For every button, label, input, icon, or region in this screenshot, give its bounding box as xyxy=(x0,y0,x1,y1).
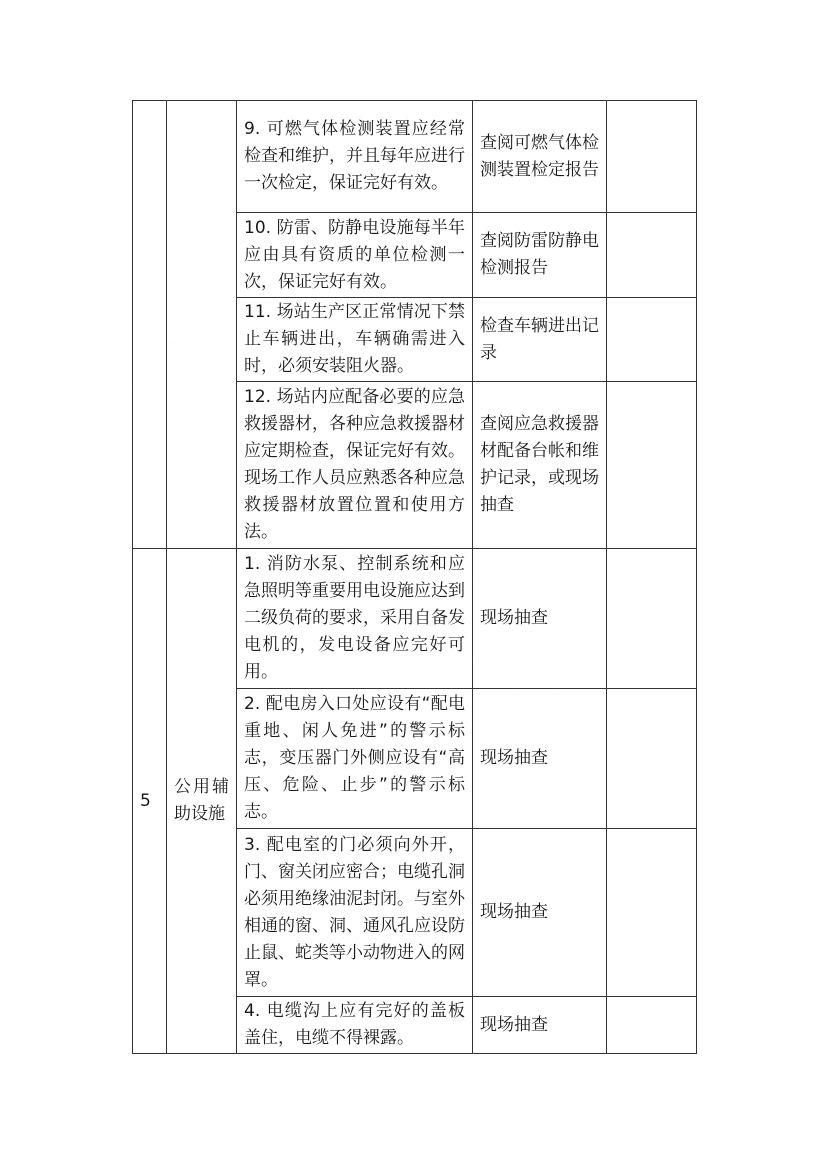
method-cell: 现场抽查 xyxy=(473,549,607,689)
result-cell xyxy=(607,382,697,549)
requirement-cell: 11. 场站生产区正常情况下禁止车辆进出，车辆确需进入时，必须安装阻火器。 xyxy=(237,298,473,382)
requirement-cell: 10. 防雷、防静电设施每半年应由具有资质的单位检测一次，保证完好有效。 xyxy=(237,213,473,298)
method-cell: 现场抽查 xyxy=(473,997,607,1054)
result-cell xyxy=(607,213,697,298)
requirement-cell: 2. 配电房入口处应设有“配电重地、闲人免进”的警示标志，变压器门外侧应设有“高压、危险、止步”的警示标志。 xyxy=(237,689,473,829)
result-cell xyxy=(607,298,697,382)
item-category: 公用辅助设施 xyxy=(167,549,237,1054)
method-cell: 查阅应急救援器材配备台帐和维护记录，或现场抽查 xyxy=(473,382,607,549)
number-cell-prev xyxy=(133,101,167,549)
result-cell xyxy=(607,101,697,213)
result-cell xyxy=(607,829,697,997)
result-cell xyxy=(607,549,697,689)
requirement-cell: 4. 电缆沟上应有完好的盖板盖住，电缆不得裸露。 xyxy=(237,997,473,1054)
requirement-cell: 1. 消防水泵、控制系统和应急照明等重要用电设施应达到二级负荷的要求，采用自备发电机的，发电设备应完好可用。 xyxy=(237,549,473,689)
result-cell xyxy=(607,997,697,1054)
method-cell: 查阅可燃气体检测装置检定报告 xyxy=(473,101,607,213)
method-cell: 现场抽查 xyxy=(473,829,607,997)
method-cell: 现场抽查 xyxy=(473,689,607,829)
table-row xyxy=(133,101,697,213)
item-cell-prev xyxy=(167,101,237,549)
method-cell: 查阅防雷防静电检测报告 xyxy=(473,213,607,298)
requirement-cell: 12. 场站内应配备必要的应急救援器材，各种应急救援器材应定期检查，保证完好有效。现场工作人员应熟悉各种应急救援器材放置位置和使用方法。 xyxy=(237,382,473,549)
requirement-cell: 9. 可燃气体检测装置应经常检查和维护，并且每年应进行一次检定，保证完好有效。 xyxy=(237,101,473,213)
table-row xyxy=(133,549,697,689)
inspection-table xyxy=(132,100,697,1054)
result-cell xyxy=(607,689,697,829)
requirement-cell: 3. 配电室的门必须向外开，门、窗关闭应密合；电缆孔洞必须用绝缘油泥封闭。与室外相通的窗、洞、通风孔应设防止鼠、蛇类等小动物进入的网罩。 xyxy=(237,829,473,997)
item-number: 5 xyxy=(133,549,167,1054)
method-cell: 检查车辆进出记录 xyxy=(473,298,607,382)
